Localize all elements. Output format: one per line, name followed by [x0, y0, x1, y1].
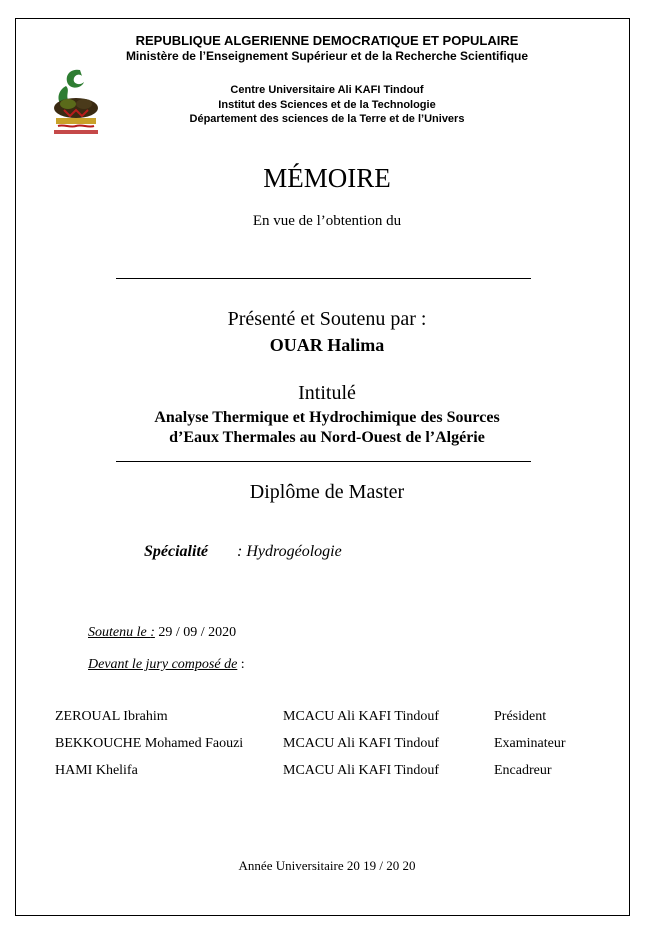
presenter-name: OUAR Halima	[269, 335, 385, 355]
academic-year: Année Universitaire 20 19 / 20 20	[238, 858, 416, 873]
speciality-value: : Hydrogéologie	[237, 543, 342, 560]
presenter-label: Présenté et Soutenu par :	[227, 308, 427, 330]
jury-member-role: Encadreur	[494, 763, 552, 778]
jury-heading-label: Devant le jury composé de	[88, 657, 238, 672]
divider-bottom	[116, 461, 531, 462]
jury-member-role: Examinateur	[494, 736, 566, 751]
jury-member-name: ZEROUAL Ibrahim	[55, 709, 168, 724]
jury-member-grade: MCACU Ali KAFI Tindouf	[283, 709, 439, 724]
subject-label: Intitulé	[298, 382, 356, 404]
defense-date-label: Soutenu le	[88, 625, 151, 640]
page-border	[15, 18, 630, 916]
defense-date-value: 29 / 09 / 2020	[154, 625, 237, 640]
defense-date-colon: :	[150, 625, 155, 640]
jury-member-grade: MCACU Ali KAFI Tindouf	[283, 736, 439, 751]
institute-name: Institut des Sciences et de la Technologie	[218, 99, 436, 111]
jury-heading	[88, 657, 245, 673]
republic-title: REPUBLIQUE ALGERIENNE DEMOCRATIQUE ET POPULAIRE	[135, 33, 519, 48]
subject-line-2: d’Eaux Thermales au Nord-Ouest de l’Algérie	[169, 429, 485, 446]
jury-member-grade: MCACU Ali KAFI Tindouf	[283, 763, 439, 778]
department-name: Département des sciences de la Terre et de l’Univers	[189, 113, 465, 125]
diploma-title: Diplôme de Master	[249, 481, 405, 503]
center-name: Centre Universitaire Ali KAFI Tindouf	[230, 84, 424, 96]
ministry-title: Ministère de l’Enseignement Supérieur et de la Recherche Scientifique	[125, 49, 529, 63]
defense-date	[88, 625, 236, 641]
jury-member-name: HAMI Khelifa	[55, 763, 138, 778]
obtention-text: En vue de l’obtention du	[252, 213, 402, 229]
subject-line-1: Analyse Thermique et Hydrochimique des Sources	[154, 409, 500, 426]
jury-member-name: BEKKOUCHE Mohamed Faouzi	[55, 736, 244, 751]
speciality-label: Spécialité	[144, 543, 208, 560]
memoire-title: MÉMOIRE	[263, 163, 391, 193]
jury-heading-colon: :	[237, 657, 245, 672]
divider-top	[116, 278, 531, 279]
jury-member-role: Président	[494, 709, 547, 724]
